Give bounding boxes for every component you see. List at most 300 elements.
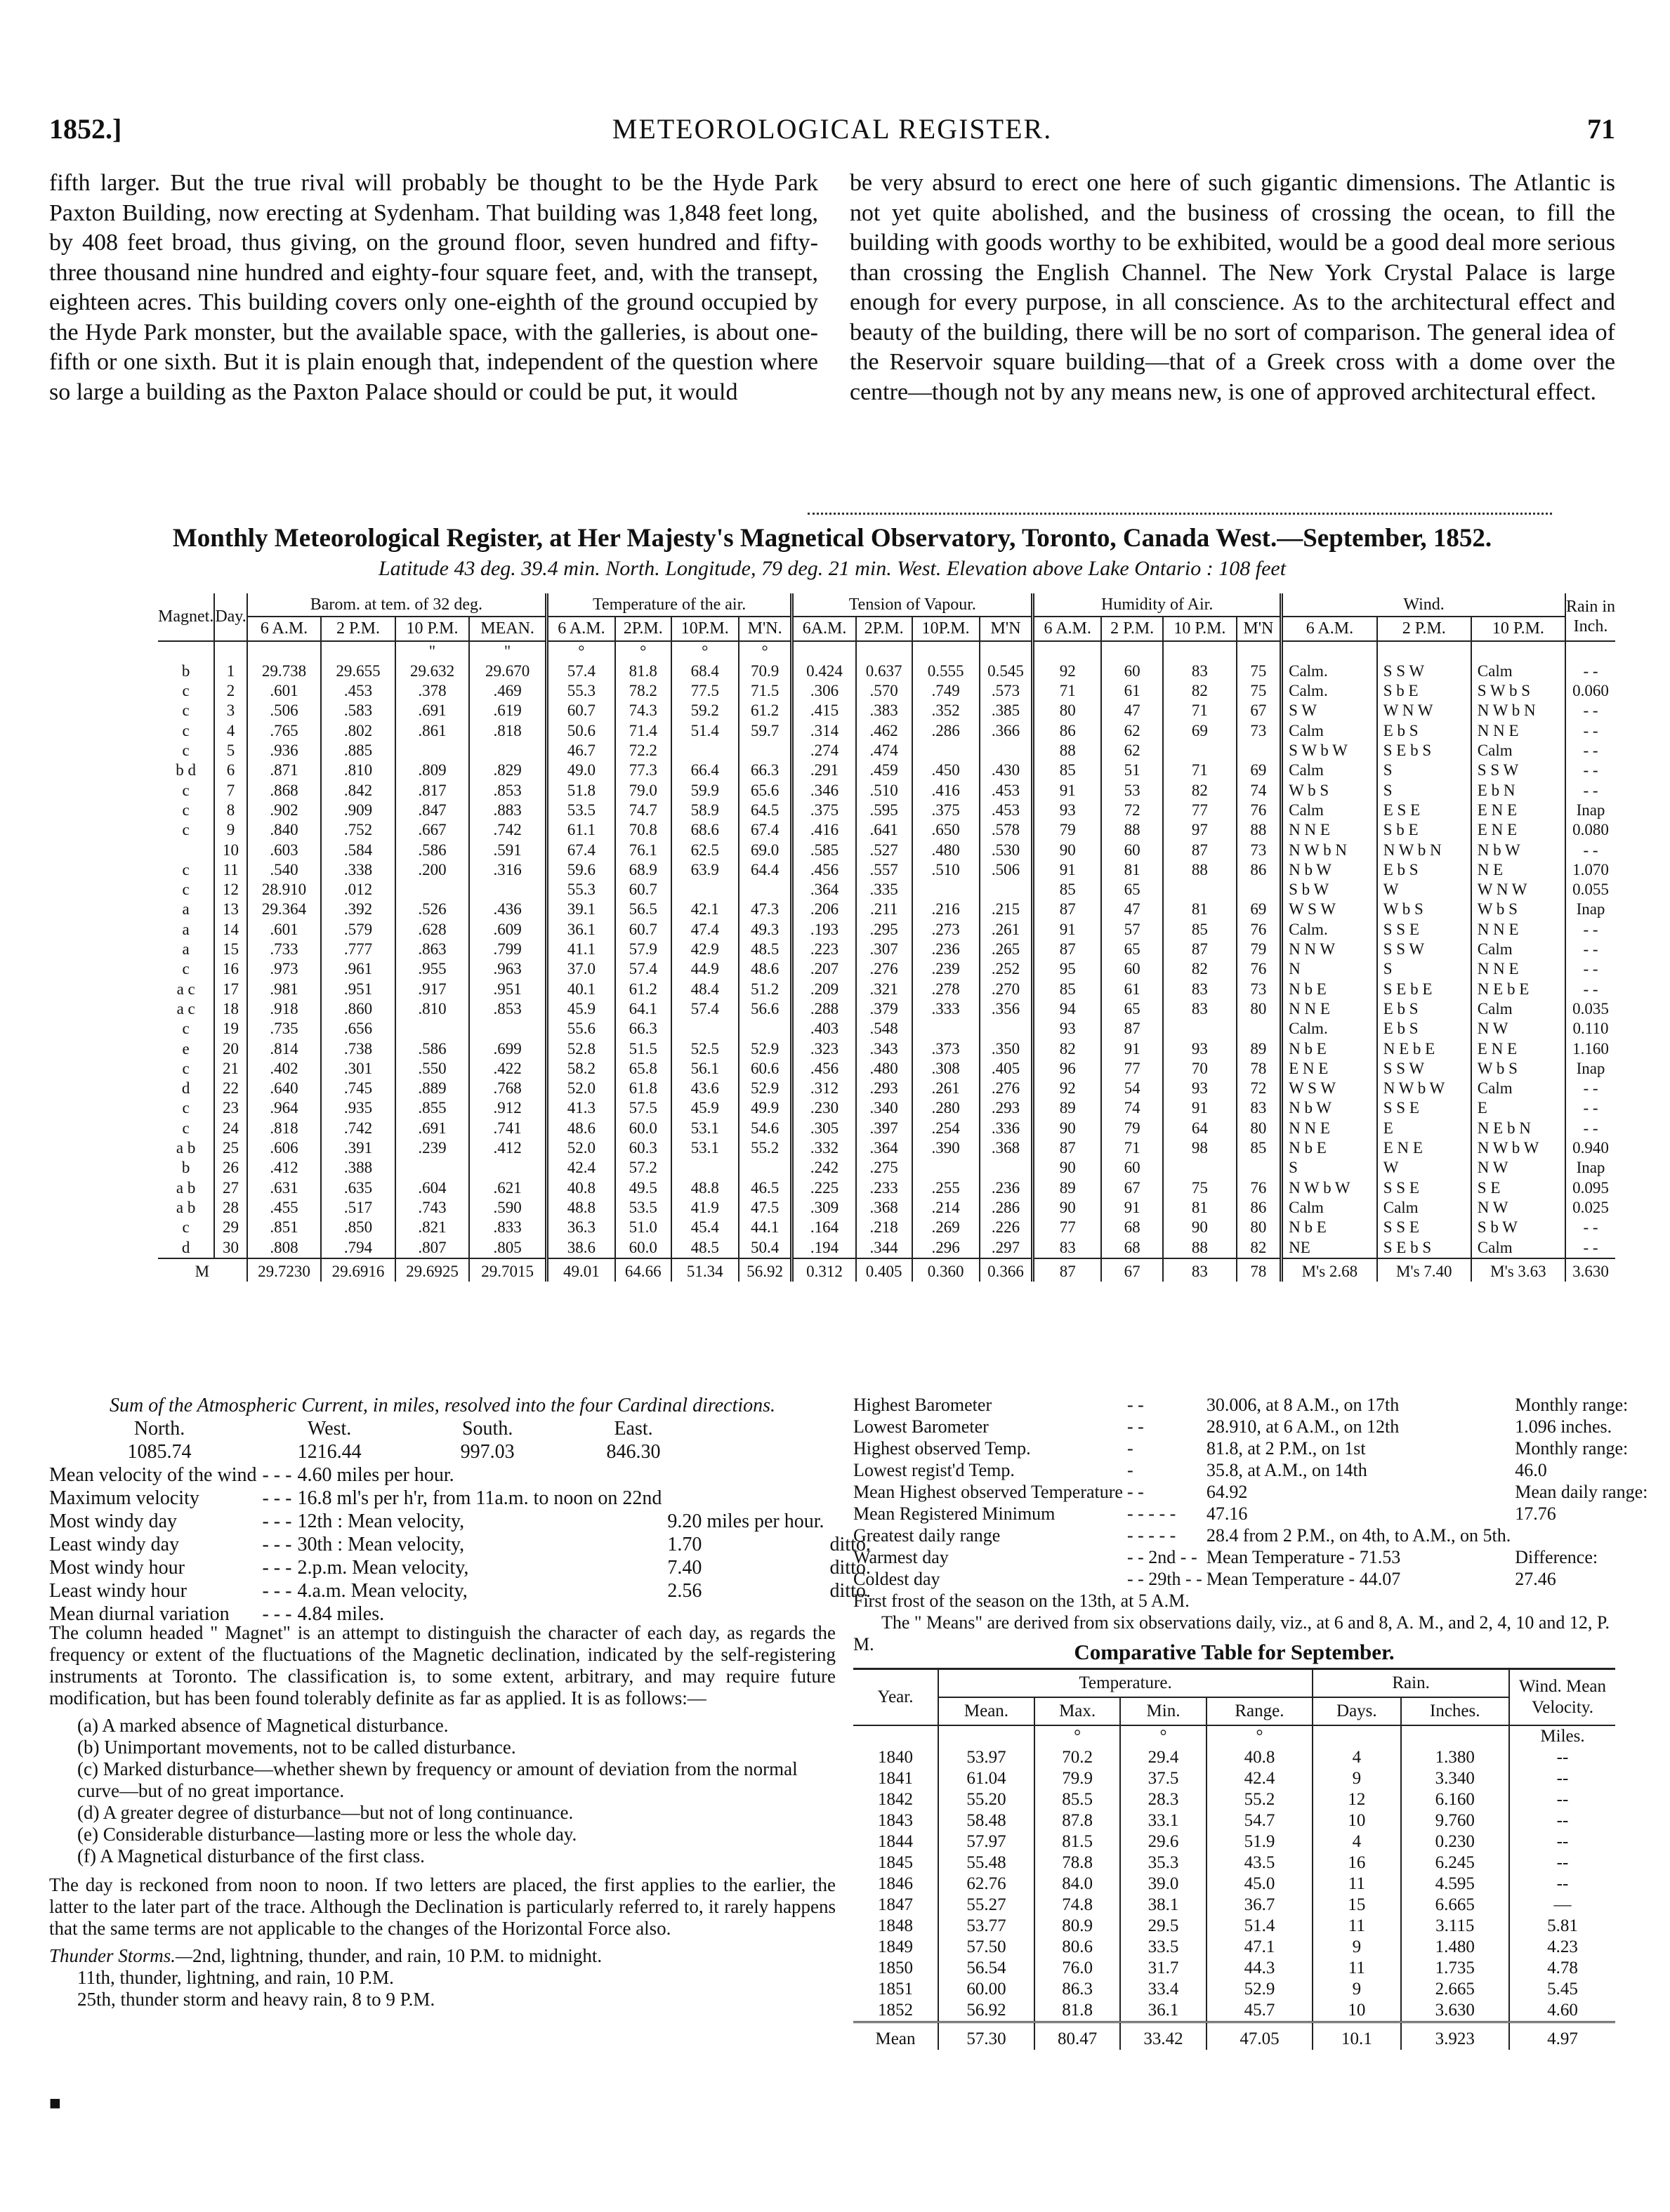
table-cell: .591 [469, 841, 546, 860]
magnet-class: (d) A greater degree of disturbance—but not of long continuance. [77, 1802, 574, 1823]
table-cell: 23 [214, 1098, 246, 1118]
table-cell: 37.0 [546, 959, 614, 979]
table-cell: .275 [856, 1158, 912, 1178]
wind-line [49, 1556, 876, 1579]
table-cell: 36.1 [1120, 2000, 1206, 2022]
table-cell: 5.81 [1509, 1916, 1615, 1937]
extreme-cell: - - [1126, 1416, 1144, 1437]
table-cell: .741 [469, 1119, 546, 1138]
table-cell: 4.78 [1509, 1958, 1615, 1979]
table-cell: 1845 [878, 1853, 913, 1872]
table-row [158, 980, 1615, 999]
table-cell: Calm [1471, 741, 1565, 761]
table-cell: -- [1509, 1831, 1615, 1852]
table-cell: 97 [1163, 820, 1237, 840]
table-cell: .480 [912, 841, 980, 860]
table-cell: .296 [912, 1238, 980, 1258]
table-cell: .809 [395, 761, 470, 780]
table-cell: 62 [1101, 741, 1163, 761]
table-cell: .200 [395, 860, 470, 880]
table-cell: .392 [321, 900, 395, 919]
table-cell: d [181, 1079, 190, 1098]
table-cell: .851 [247, 1218, 322, 1237]
table-cell: Inap [1565, 1059, 1615, 1079]
table-cell: 70.2 [1034, 1747, 1120, 1768]
table-cell: .215 [980, 900, 1033, 919]
table-cell: 76 [1237, 920, 1282, 940]
table-cell: 4 [1313, 1831, 1400, 1852]
table-cell: 85 [1163, 920, 1237, 940]
table-cell: E [1377, 1119, 1471, 1138]
table-cell: 0.637 [856, 661, 912, 681]
sub-bm: MEAN. [469, 617, 546, 640]
table-cell: 42.1 [671, 900, 739, 919]
table-cell: 57.4 [615, 959, 671, 979]
table-cell: 64.5 [739, 801, 792, 820]
table-row [158, 1238, 1615, 1258]
extreme-line [853, 1525, 1652, 1546]
wind-line-label: Least windy hour [49, 1580, 187, 1602]
table-cell: 47 [1101, 701, 1163, 720]
table-cell: Calm [1282, 1198, 1377, 1218]
table-cell: 15 [214, 940, 246, 959]
table-cell: 4 [214, 721, 246, 741]
table-cell: 71 [1163, 761, 1237, 780]
cmp-sub-days: Days. [1313, 1697, 1400, 1725]
table-cell: .350 [980, 1039, 1033, 1059]
table-cell: 57 [1101, 920, 1163, 940]
table-cell: c [182, 1218, 190, 1237]
table-cell: .333 [912, 999, 980, 1019]
table-row [158, 781, 1615, 801]
table-cell: 33.1 [1120, 1810, 1206, 1831]
table-cell: .510 [856, 781, 912, 801]
table-cell: 77.5 [671, 681, 739, 701]
table-cell: 1848 [878, 1916, 913, 1935]
table-cell: 74.3 [615, 701, 671, 720]
table-cell: .833 [469, 1218, 546, 1237]
table-cell: 48.6 [546, 1119, 614, 1138]
table-cell: E N E [1471, 820, 1565, 840]
dir-west: West. [308, 1418, 352, 1440]
table-cell: .276 [980, 1079, 1033, 1098]
table-cell: .261 [912, 1079, 980, 1098]
table-cell: .601 [247, 920, 322, 940]
sub-w10: 10 P.M. [1471, 617, 1565, 640]
extreme-line [853, 1437, 1652, 1459]
table-row [158, 1178, 1615, 1198]
table-cell: .412 [247, 1158, 322, 1178]
extreme-cell: 64.92 [1206, 1482, 1248, 1502]
table-cell: 84.0 [1034, 1874, 1120, 1895]
table-cell: .265 [980, 940, 1033, 959]
table-cell: 29 [214, 1218, 246, 1237]
table-cell: c [182, 682, 190, 700]
extreme-line [853, 1503, 1652, 1525]
table-cell: .951 [321, 980, 395, 999]
table-cell: - - [1565, 661, 1615, 681]
table-cell: 36.3 [546, 1218, 614, 1237]
sub-vm: M'N [980, 617, 1033, 640]
table-cell: 66.3 [739, 761, 792, 780]
table-cell: 54.6 [739, 1119, 792, 1138]
table-cell: Calm [1282, 721, 1377, 741]
magnet-notes [49, 1622, 836, 2010]
extreme-cell: 81.8, at 2 P.M., on 1st [1206, 1438, 1366, 1459]
table-cell: 48.5 [739, 940, 792, 959]
table-cell: c [182, 1059, 190, 1077]
table-cell: 0.405 [856, 1258, 912, 1282]
table-cell: 93 [1163, 1039, 1237, 1059]
table-cell: .889 [395, 1079, 470, 1098]
table-cell: .853 [469, 781, 546, 801]
table-cell: .416 [792, 820, 856, 840]
table-cell: a b [176, 1178, 196, 1197]
extreme-cell: - - - - - [1126, 1503, 1176, 1524]
table-cell: 3.115 [1401, 1916, 1510, 1937]
table-cell: .735 [247, 1019, 322, 1039]
table-cell: .456 [792, 1059, 856, 1079]
table-cell: 29.670 [469, 661, 546, 681]
table-cell: Calm [1471, 661, 1565, 681]
table-cell: 81.5 [1034, 1831, 1120, 1852]
table-row [158, 1019, 1615, 1039]
table-row [158, 701, 1615, 720]
wind-line-value: ditto. [829, 1534, 871, 1555]
table-cell: .868 [247, 781, 322, 801]
cmp-sub-range: Range. [1207, 1697, 1313, 1725]
table-cell: 19 [214, 1019, 246, 1039]
extreme-cell: Greatest daily range [853, 1525, 1001, 1546]
cmp-h-rain: Rain. [1313, 1669, 1509, 1698]
extreme-cell: 17.76 [1515, 1503, 1556, 1524]
table-cell: .364 [856, 1138, 912, 1158]
table-cell: .385 [980, 701, 1033, 720]
table-row [158, 1039, 1615, 1059]
register-subtitle: Latitude 43 deg. 39.4 min. North. Longitude, 79 deg. 21 min. West. Elevation above Lake Ontario : 108 feet [378, 557, 1287, 580]
table-cell: 30 [214, 1238, 246, 1258]
divider [808, 513, 1552, 522]
table-cell: 73 [1237, 980, 1282, 999]
table-cell: .699 [469, 1039, 546, 1059]
wind-line [49, 1510, 876, 1533]
table-cell: 0.060 [1565, 681, 1615, 701]
table-cell: .691 [395, 1119, 470, 1138]
table-cell: 9.760 [1401, 1810, 1510, 1831]
table-cell: .817 [395, 781, 470, 801]
table-cell: E S E [1377, 801, 1471, 820]
table-cell: 81 [1101, 860, 1163, 880]
means-note: The " Means" are derived from six observations daily, viz., at 6 and 8, A. M., and 2, 4, 10 and 12, P. M. [853, 1612, 1610, 1654]
table-cell: 53.77 [938, 1916, 1034, 1937]
table-cell: 66.4 [671, 761, 739, 780]
table-cell: 39.1 [546, 900, 614, 919]
wind-line-value [667, 1463, 829, 1487]
table-cell: 10 [214, 841, 246, 860]
sub-t6: 6 A.M. [546, 617, 614, 640]
table-cell: 71 [1033, 681, 1101, 701]
table-cell: 44.3 [1207, 1958, 1313, 1979]
wind-line-dashes: - - - [262, 1487, 292, 1509]
table-cell: 12 [214, 880, 246, 900]
table-cell: 47.3 [739, 900, 792, 919]
table-cell: 60.7 [546, 701, 614, 720]
cmp-sub-mean: Mean. [938, 1697, 1034, 1725]
table-cell: 87 [1163, 940, 1237, 959]
table-row [158, 880, 1615, 900]
table-cell: .402 [247, 1059, 322, 1079]
table-cell: 1847 [878, 1895, 913, 1914]
table-cell: 91 [1101, 1039, 1163, 1059]
table-cell: .216 [912, 900, 980, 919]
table-cell: 11 [1313, 1916, 1400, 1937]
table-cell: .450 [912, 761, 980, 780]
extreme-cell: Monthly range: [1515, 1438, 1629, 1459]
table-cell: .745 [321, 1079, 395, 1098]
table-row [158, 1059, 1615, 1079]
table-cell: .469 [469, 681, 546, 701]
table-cell: 0.424 [792, 661, 856, 681]
table-cell: N N E [1471, 920, 1565, 940]
table-cell: M's 3.63 [1471, 1258, 1565, 1282]
table-cell: W [1377, 1158, 1471, 1178]
table-cell: 79.9 [1034, 1768, 1120, 1789]
table-cell: .436 [469, 900, 546, 919]
table-cell: 69.0 [739, 841, 792, 860]
table-cell: 92 [1033, 1079, 1101, 1098]
table-cell: 43.6 [671, 1079, 739, 1098]
table-cell: 90 [1033, 1119, 1101, 1138]
table-cell: b [181, 1159, 190, 1177]
thunder-storms: Thunder Storms.—2nd, lightning, thunder, and rain, 10 P.M. to midnight. [49, 1945, 603, 1966]
table-cell: .164 [792, 1218, 856, 1237]
table-cell: .343 [856, 1039, 912, 1059]
cmp-h-temp: Temperature. [938, 1669, 1313, 1698]
extreme-line [853, 1568, 1652, 1590]
table-cell: 91 [1163, 1098, 1237, 1118]
table-cell: 0.230 [1401, 1831, 1510, 1852]
table-cell: 40.8 [546, 1178, 614, 1198]
table-cell: .606 [247, 1138, 322, 1158]
table-cell: .273 [912, 920, 980, 940]
sum-current-title: Sum of the Atmospheric Current, in miles, resolved into the four Cardinal directions. [109, 1395, 776, 1416]
table-cell [395, 1158, 470, 1178]
table-cell: .517 [321, 1198, 395, 1218]
table-cell: N W b N [1282, 841, 1377, 860]
table-cell: 0.312 [792, 1258, 856, 1282]
table-cell: N W b W [1377, 1079, 1471, 1098]
wind-line-dashes: - - - [262, 1557, 292, 1579]
table-cell: 91 [1033, 781, 1101, 801]
table-cell [739, 741, 792, 761]
table-cell: c [182, 781, 190, 799]
table-cell: c [182, 1119, 190, 1137]
table-cell: a c [176, 980, 195, 998]
table-cell: 68 [1101, 1238, 1163, 1258]
table-cell: .603 [247, 841, 322, 860]
wind-line-label: Most windy day [49, 1510, 177, 1532]
table-cell: 92 [1033, 661, 1101, 681]
table-cell: .935 [321, 1098, 395, 1118]
table-cell: 94 [1033, 999, 1101, 1019]
table-cell: .422 [469, 1059, 546, 1079]
table-cell: .860 [321, 999, 395, 1019]
table-cell: 87 [1163, 841, 1237, 860]
table-cell: 64.1 [615, 999, 671, 1019]
table-cell: 48.8 [671, 1178, 739, 1198]
table-cell: 55.20 [938, 1789, 1034, 1810]
table-cell: 73 [1237, 721, 1282, 741]
table-cell: 78.2 [615, 681, 671, 701]
wind-line [49, 1463, 876, 1487]
table-cell: 89 [1237, 1039, 1282, 1059]
table-cell: .307 [856, 940, 912, 959]
table-cell: 56.92 [938, 2000, 1034, 2022]
printer-mark: ■ [49, 2093, 61, 2114]
table-cell: 38.1 [1120, 1895, 1206, 1916]
wind-line [49, 1533, 876, 1556]
table-cell: .902 [247, 801, 322, 820]
table-cell: .321 [856, 980, 912, 999]
sub-w2: 2 P.M. [1377, 617, 1471, 640]
table-cell: 79 [1237, 940, 1282, 959]
table-row [158, 1079, 1615, 1098]
table-cell: S S E [1377, 1178, 1471, 1198]
cmp-unit-deg: ° [1120, 1725, 1206, 1747]
wind-line-value: 9.20 miles per hour. [667, 1510, 824, 1532]
table-cell: 81 [1163, 1198, 1237, 1218]
table-cell: .214 [912, 1198, 980, 1218]
table-cell: .480 [856, 1059, 912, 1079]
table-cell: b d [176, 761, 197, 779]
table-cell: .506 [247, 701, 322, 720]
extreme-cell: 1.096 inches. [1515, 1416, 1612, 1437]
table-cell: 65.8 [615, 1059, 671, 1079]
table-cell: .346 [792, 781, 856, 801]
table-cell: N b E [1282, 980, 1377, 999]
extreme-cell: - - - - - [1126, 1525, 1176, 1546]
table-cell: .861 [395, 721, 470, 741]
table-cell: W [1377, 880, 1471, 900]
table-cell: M's 2.68 [1282, 1258, 1377, 1282]
table-cell: 39.0 [1120, 1874, 1206, 1895]
sub-t2: 2P.M. [615, 617, 671, 640]
table-cell: 40.8 [1207, 1747, 1313, 1768]
unit-inch: " [469, 641, 546, 661]
table-cell: .802 [321, 721, 395, 741]
table-cell: .583 [321, 701, 395, 720]
table-cell: .276 [856, 959, 912, 979]
table-cell: 55.6 [546, 1019, 614, 1039]
table-cell: Inap [1565, 1158, 1615, 1178]
table-row [158, 1098, 1615, 1118]
table-cell: 3.923 [1401, 2022, 1510, 2050]
table-cell: 60 [1101, 661, 1163, 681]
table-cell: 80.6 [1034, 1937, 1120, 1958]
table-cell: .530 [980, 841, 1033, 860]
table-cell: W b S [1282, 781, 1377, 801]
table-cell: 52.8 [546, 1039, 614, 1059]
table-cell: .233 [856, 1178, 912, 1198]
table-cell: 87 [1033, 1258, 1101, 1282]
comparative-table [853, 1668, 1615, 2050]
table-cell: .604 [395, 1178, 470, 1198]
table-cell: 28 [214, 1198, 246, 1218]
table-cell: 67.4 [739, 820, 792, 840]
table-cell: 79 [1033, 820, 1101, 840]
table-cell: .573 [980, 681, 1033, 701]
table-cell: 46.7 [546, 741, 614, 761]
magnet-class: (e) Considerable disturbance—lasting more or less the whole day. [77, 1824, 577, 1845]
table-cell: .338 [321, 860, 395, 880]
table-cell: N N E [1282, 999, 1377, 1019]
extreme-cell: Mean Temperature - 71.53 [1206, 1547, 1401, 1567]
table-cell: 4.60 [1509, 2000, 1615, 2022]
wind-line-value: 4.60 miles per hour. [297, 1464, 454, 1486]
table-cell: Calm. [1282, 1019, 1377, 1039]
table-cell: 83 [1163, 980, 1237, 999]
table-cell: - - [1565, 959, 1615, 979]
table-cell: 90 [1033, 841, 1101, 860]
table-cell: 10.1 [1313, 2022, 1400, 2050]
table-cell: 10 [1313, 1810, 1400, 1831]
table-cell: .650 [912, 820, 980, 840]
table-cell: N W b N [1471, 701, 1565, 720]
table-cell: .641 [856, 820, 912, 840]
table-cell: 64 [1163, 1119, 1237, 1138]
table-cell: 1852 [878, 2001, 913, 2020]
table-cell: .579 [321, 920, 395, 940]
table-cell: Mean [853, 2022, 938, 2050]
table-cell [671, 741, 739, 761]
unit-inch: " [395, 641, 470, 661]
table-cell: 55.2 [1207, 1789, 1313, 1810]
table-cell: .808 [247, 1238, 322, 1258]
table-cell: .239 [395, 1138, 470, 1158]
table-cell: 29.7015 [469, 1258, 546, 1282]
table-cell: .335 [856, 880, 912, 900]
table-cell: .194 [792, 1238, 856, 1258]
group-rain: Rain in Inch. [1565, 593, 1615, 641]
table-cell: 68.6 [671, 820, 739, 840]
table-cell: 61 [1101, 681, 1163, 701]
table-cell: 0.025 [1565, 1198, 1615, 1218]
extreme-cell: Coldest day [853, 1569, 940, 1589]
sub-w6: 6 A.M. [1282, 617, 1377, 640]
table-cell: .818 [247, 1119, 322, 1138]
cmp-unit-miles: Miles. [1509, 1725, 1615, 1747]
table-row [158, 841, 1615, 860]
table-cell: .936 [247, 741, 322, 761]
table-cell: .818 [469, 721, 546, 741]
table-cell: N b W [1282, 1098, 1377, 1118]
table-cell: 1.070 [1565, 860, 1615, 880]
table-cell: 1.160 [1565, 1039, 1615, 1059]
table-cell: c [182, 702, 190, 720]
wind-line [49, 1487, 876, 1510]
table-cell: .810 [395, 999, 470, 1019]
extreme-cell: Mean daily range: [1515, 1482, 1648, 1502]
table-cell: 59.7 [739, 721, 792, 741]
extreme-cell: - [1126, 1438, 1133, 1459]
wind-line-label: Least windy day [49, 1534, 180, 1555]
table-cell: 3 [214, 701, 246, 720]
table-cell: W N W [1471, 880, 1565, 900]
table-cell: 6.160 [1401, 1789, 1510, 1810]
table-cell: 0.055 [1565, 880, 1615, 900]
table-cell: - - [1565, 701, 1615, 720]
table-cell: NE [1282, 1238, 1377, 1258]
